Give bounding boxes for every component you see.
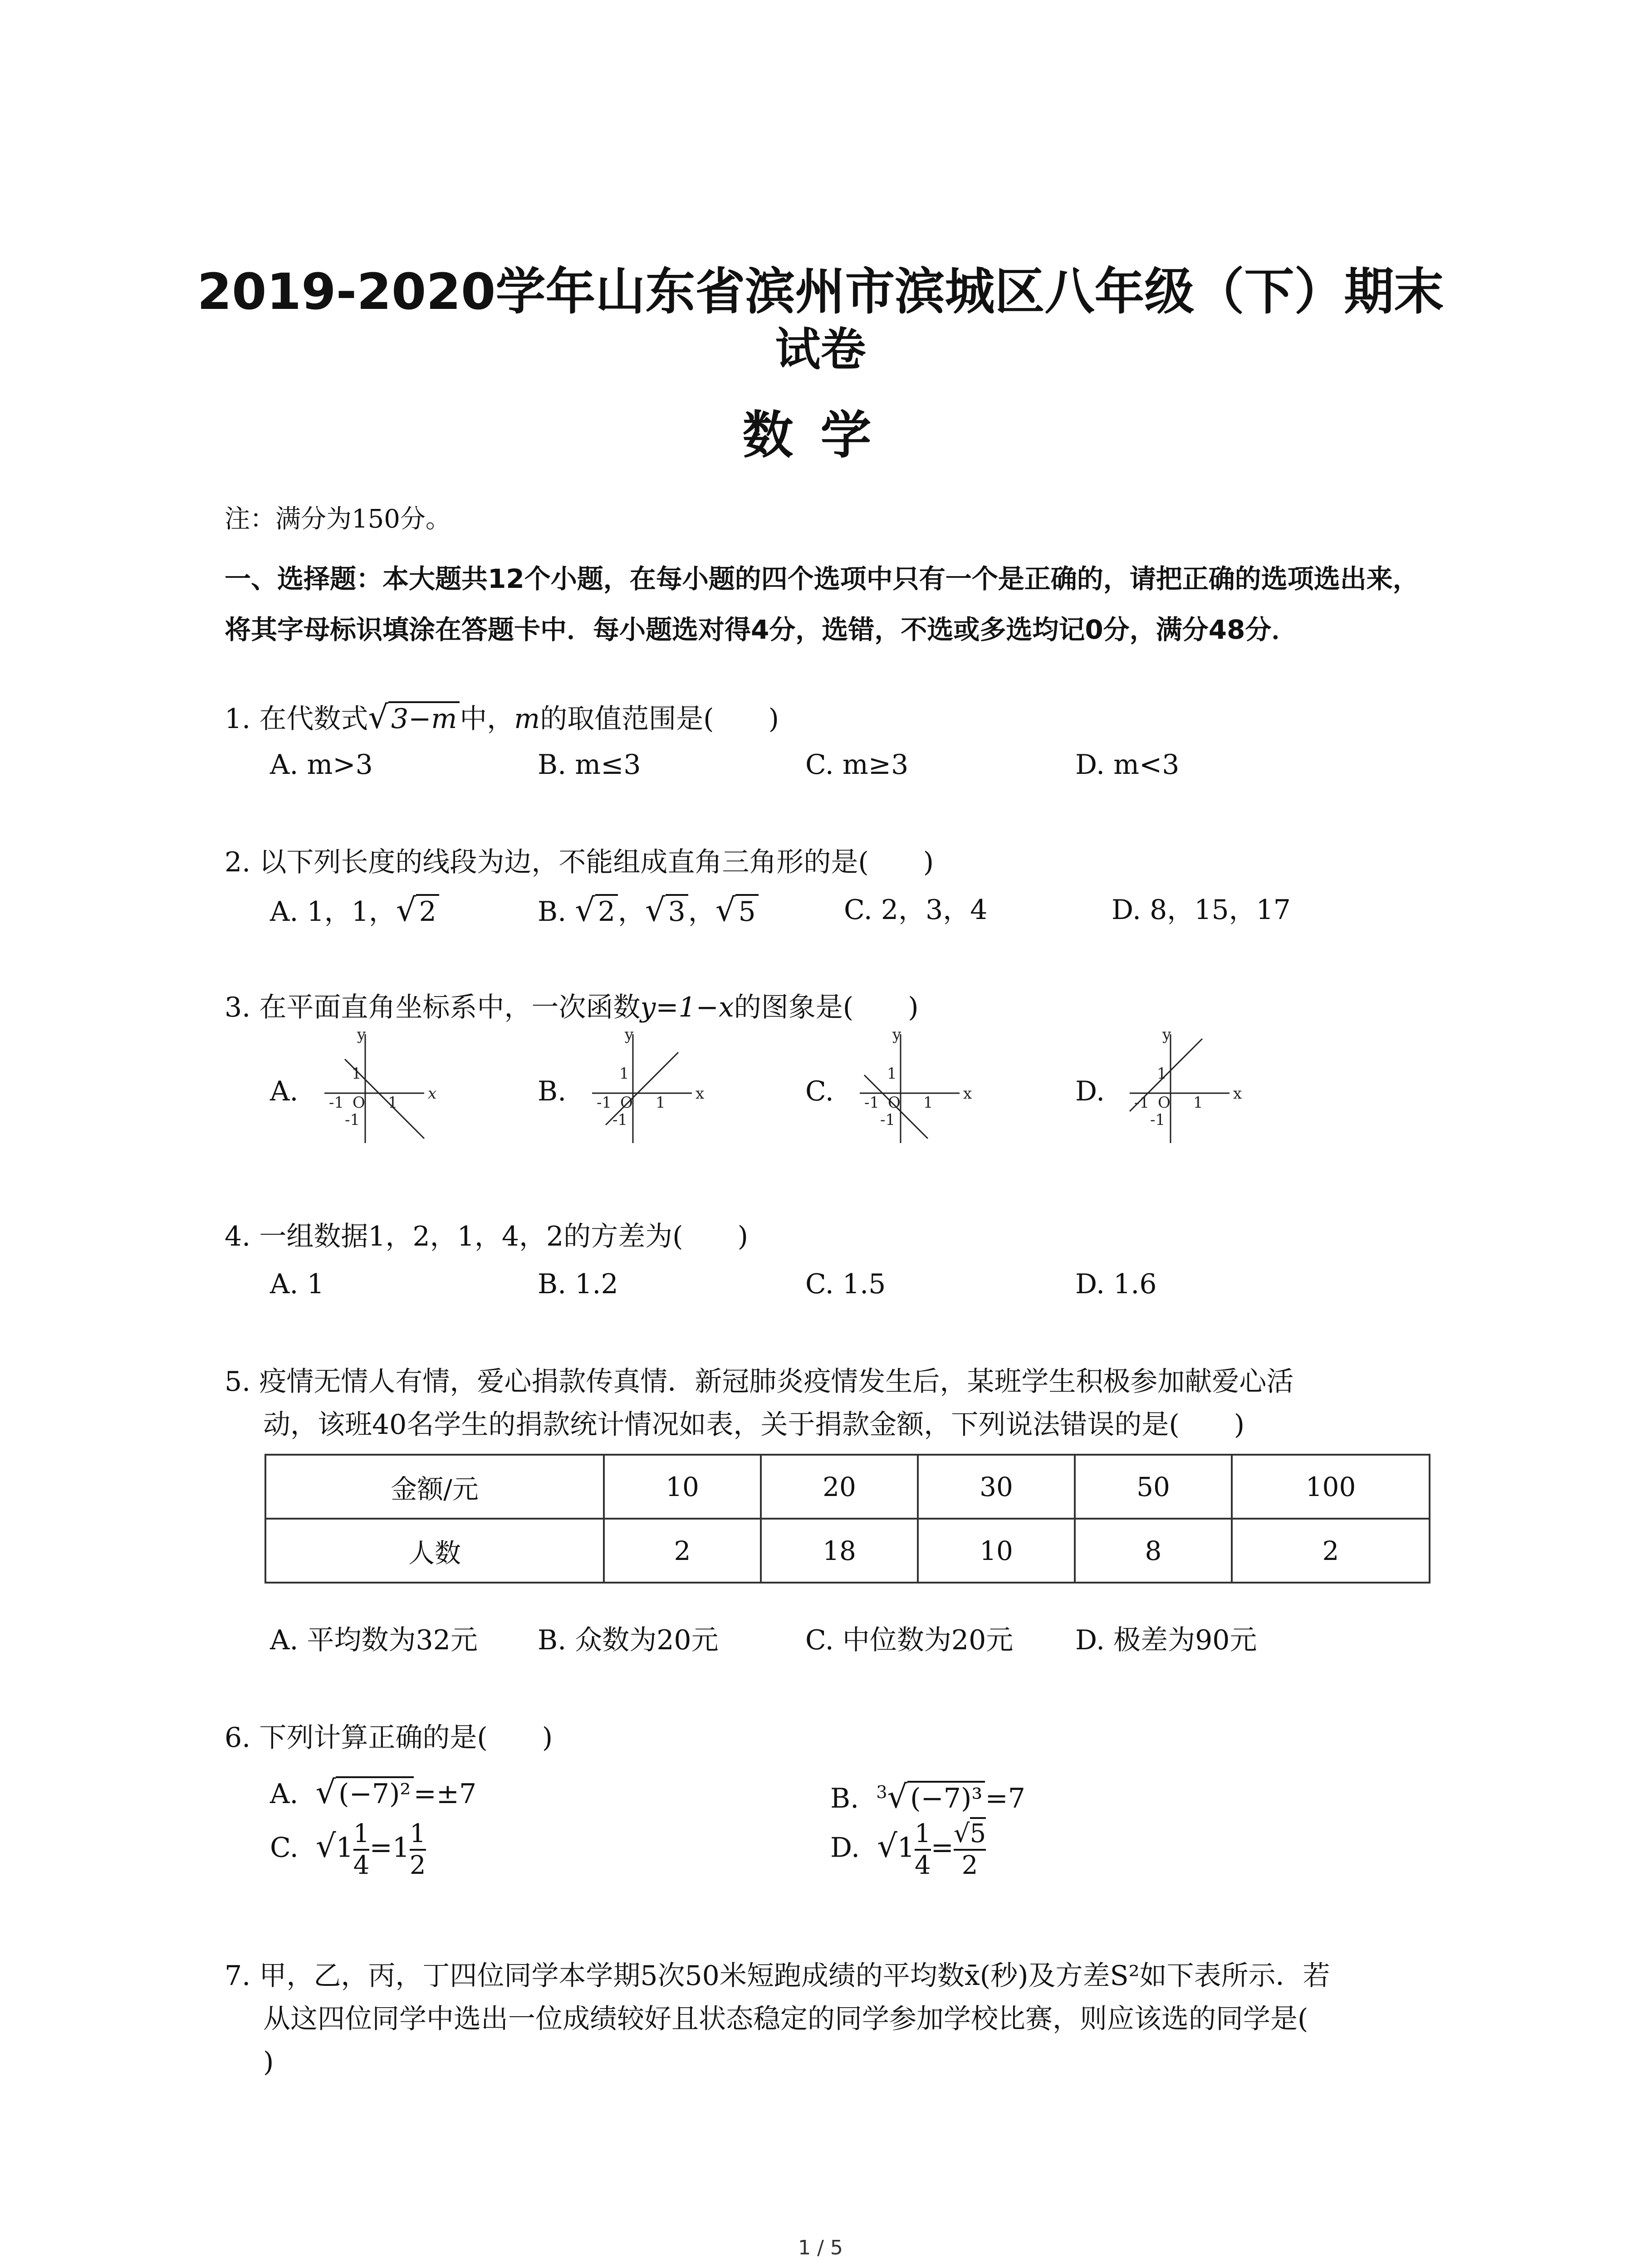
table-cell: 30 bbox=[918, 1455, 1075, 1519]
q3-graph-c bbox=[855, 1026, 973, 1148]
q5-option-a: A. 平均数为32元 bbox=[270, 1624, 478, 1656]
table-cell: 18 bbox=[761, 1519, 918, 1583]
table-cell: 金额/元 bbox=[265, 1455, 604, 1519]
svg-text:1: 1 bbox=[656, 1094, 666, 1112]
svg-text:1: 1 bbox=[887, 1065, 897, 1083]
q2-option-c: C. 2，3，4 bbox=[844, 894, 988, 926]
q1-option-b: B. m≤3 bbox=[538, 749, 641, 781]
q6-option-b: B. $^3$√ (−7)³ =7 bbox=[830, 1778, 1025, 1815]
q3-label-d: D. bbox=[1075, 1075, 1105, 1107]
svg-text:O: O bbox=[353, 1094, 365, 1112]
q4-option-b: B. 1.2 bbox=[538, 1268, 618, 1300]
question-4-stem: 4. 一组数据1，2，1，4，2的方差为( ) bbox=[225, 1221, 749, 1252]
q1-option-d: D. m<3 bbox=[1075, 749, 1180, 781]
q1-text: 1. 在代数式 bbox=[225, 703, 368, 735]
svg-text:1: 1 bbox=[1157, 1065, 1167, 1083]
q1-option-c: C. m≥3 bbox=[805, 749, 909, 781]
q4-option-a: A. 1 bbox=[270, 1268, 324, 1300]
svg-text:y: y bbox=[625, 1026, 634, 1044]
svg-text:x: x bbox=[428, 1085, 437, 1103]
question-5-stem-1: 5. 疫情无情人有情，爱心捐款传真情．新冠肺炎疫情发生后，某班学生积极参加献爱心活 bbox=[225, 1366, 1294, 1398]
donation-table bbox=[265, 1454, 1430, 1584]
q6-option-a: A. √ (−7)² =±7 bbox=[270, 1774, 477, 1811]
svg-text:-1: -1 bbox=[864, 1094, 880, 1112]
question-7-line-3: ) bbox=[263, 2046, 274, 2078]
question-5-stem-2: 动，该班40名学生的捐款统计情况如表，关于捐款金额，下列说法错误的是( ) bbox=[263, 1409, 1245, 1441]
question-1-stem: 1. 在代数式√ 3−m 中，m的取值范围是( ) bbox=[225, 699, 779, 736]
svg-text:x: x bbox=[1233, 1085, 1242, 1103]
section-1-instructions: 一、选择题：本大题共12个小题，在每小题的四个选项中只有一个是正确的，请把正确的选项选出来，将其字母标识填涂在答题卡中．每小题选对得4分，选错，不选或多选均记0分，满分48分． bbox=[225, 563, 1419, 645]
table-cell: 10 bbox=[918, 1519, 1075, 1583]
svg-text:-1: -1 bbox=[345, 1111, 360, 1129]
question-2-stem: 2. 以下列长度的线段为边，不能组成直角三角形的是( ) bbox=[225, 846, 934, 878]
svg-text:y: y bbox=[1162, 1026, 1171, 1044]
q5-option-b: B. 众数为20元 bbox=[538, 1624, 719, 1656]
question-7-line-1: 7. 甲，乙，丙，丁四位同学本学期5次50米短跑成绩的平均数x̄(秒)及方差S²如下表所示．若 bbox=[225, 1960, 1330, 1992]
svg-text:-1: -1 bbox=[1134, 1094, 1150, 1112]
q4-option-d: D. 1.6 bbox=[1075, 1268, 1157, 1300]
table-row bbox=[265, 1455, 1430, 1519]
q1-sqrt: √ 3−m bbox=[368, 701, 460, 735]
svg-text:O: O bbox=[620, 1094, 633, 1112]
q2-option-b: B. √ 2 ，√ 3 ，√ 5 bbox=[538, 894, 759, 928]
q3-graph-d bbox=[1125, 1026, 1243, 1148]
page-number: 1 / 5 bbox=[798, 2236, 843, 2259]
svg-text:1: 1 bbox=[923, 1094, 933, 1112]
table-row bbox=[265, 1519, 1430, 1583]
q3-graph-b bbox=[588, 1026, 705, 1148]
svg-text:1: 1 bbox=[619, 1065, 629, 1083]
svg-text:y: y bbox=[892, 1026, 901, 1044]
svg-text:-1: -1 bbox=[612, 1111, 628, 1129]
svg-text:x: x bbox=[963, 1085, 972, 1103]
q2-option-a: A. 1，1，√ 2 bbox=[270, 894, 439, 928]
question-6-stem: 6. 下列计算正确的是( ) bbox=[225, 1722, 553, 1754]
q3-label-c: C. bbox=[805, 1075, 834, 1107]
q2-option-d: D. 8，15，17 bbox=[1112, 894, 1291, 926]
svg-text:O: O bbox=[1158, 1094, 1171, 1112]
q1-option-a: A. m>3 bbox=[270, 749, 373, 781]
score-note: 注：满分为150分。 bbox=[225, 504, 451, 534]
svg-text:-1: -1 bbox=[597, 1094, 612, 1112]
q6-option-d: D. √1 $\frac{1}{4}$ = $\frac{√5}{2}$ bbox=[830, 1819, 986, 1881]
q5-option-d: D. 极差为90元 bbox=[1075, 1624, 1257, 1656]
title-line-1: 2019-2020学年山东省滨州市滨城区八年级（下）期末 bbox=[197, 263, 1444, 321]
table-cell: 人数 bbox=[265, 1519, 604, 1583]
svg-text:1: 1 bbox=[1193, 1094, 1203, 1112]
svg-text:-1: -1 bbox=[880, 1111, 896, 1129]
q5-option-c: C. 中位数为20元 bbox=[805, 1624, 1014, 1656]
svg-text:O: O bbox=[888, 1094, 901, 1112]
q6-option-c: C. √1 $\frac{1}{4}$ =1 $\frac{1}{2}$ bbox=[270, 1819, 426, 1880]
question-7-line-2: 从这四位同学中选出一位成绩较好且状态稳定的同学参加学校比赛，则应该选的同学是( bbox=[263, 2003, 1308, 2035]
svg-text:x: x bbox=[696, 1085, 705, 1103]
table-cell: 2 bbox=[604, 1519, 761, 1583]
question-3-stem: 3. 在平面直角坐标系中，一次函数y=1−x的图象是( ) bbox=[225, 992, 919, 1023]
subject-title: 数学 bbox=[742, 406, 899, 465]
table-cell: 8 bbox=[1075, 1519, 1232, 1583]
table-cell: 10 bbox=[604, 1455, 761, 1519]
svg-text:-1: -1 bbox=[329, 1094, 344, 1112]
svg-text:-1: -1 bbox=[1150, 1111, 1166, 1129]
q4-option-c: C. 1.5 bbox=[805, 1268, 886, 1300]
svg-text:y: y bbox=[357, 1026, 366, 1044]
q3-graph-a bbox=[320, 1026, 438, 1148]
svg-text:1: 1 bbox=[352, 1065, 362, 1083]
table-cell: 100 bbox=[1232, 1455, 1430, 1519]
q3-label-b: B. bbox=[538, 1075, 567, 1107]
svg-text:1: 1 bbox=[388, 1094, 398, 1112]
title-line-2: 试卷 bbox=[775, 323, 866, 376]
table-cell: 20 bbox=[761, 1455, 918, 1519]
table-cell: 2 bbox=[1232, 1519, 1430, 1583]
q3-label-a: A. bbox=[270, 1075, 299, 1107]
table-cell: 50 bbox=[1075, 1455, 1232, 1519]
